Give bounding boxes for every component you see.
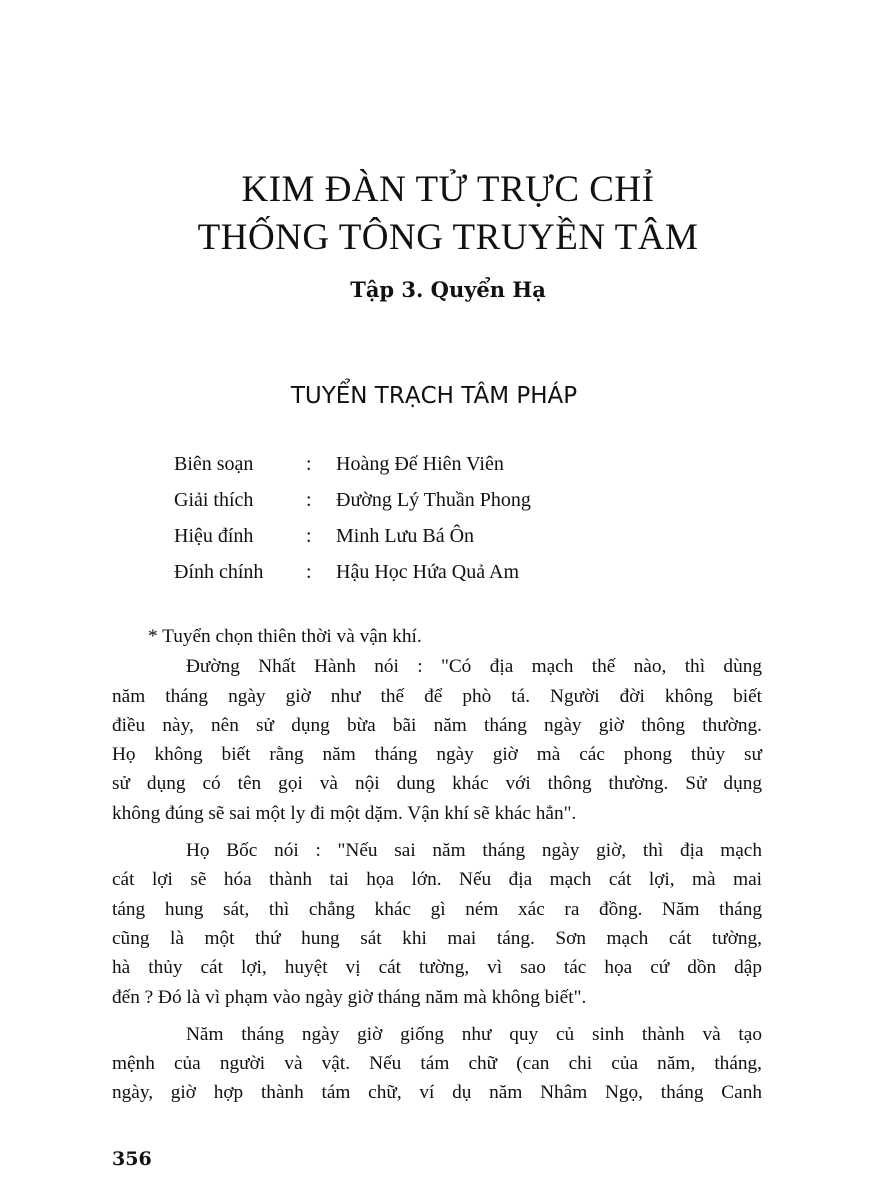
credit-row (174, 522, 734, 558)
volume-subtitle: Tập 3. Quyển Hạ (350, 277, 546, 302)
text-line: Đường Nhất Hành nói : "Có địa mạch thế nào, thì dùng (186, 656, 762, 678)
credit-separator: : (306, 561, 312, 583)
credit-row (174, 558, 734, 594)
credit-role: Đính chính (174, 561, 264, 583)
paragraph (112, 836, 762, 1012)
credit-name: Hậu Học Hứa Quả Am (336, 561, 520, 583)
credit-row (174, 486, 734, 522)
text-line: điều này, nên sử dụng bừa bãi năm tháng ngày giờ thông thường. (112, 714, 762, 736)
section-title: TUYỂN TRẠCH TÂM PHÁP (290, 383, 578, 409)
text-line: cũng là một thứ hung sát khi mai táng. Sơn mạch cát tường, (112, 927, 762, 949)
text-line: hà thủy cát lợi, huyệt vị cát tường, vì sao tác họa cứ dồn dập (112, 957, 762, 979)
credit-name: Hoàng Đế Hiên Viên (336, 453, 504, 475)
paragraph (112, 1020, 762, 1108)
text-line: Họ không biết rằng năm tháng ngày giờ mà các phong thủy sư (112, 744, 762, 766)
body-text (112, 622, 762, 1108)
book-title-line-2: THỐNG TÔNG TRUYỀN TÂM (197, 217, 699, 258)
text-line: đến ? Đó là vì phạm vào ngày giờ tháng năm mà không biết". (112, 986, 587, 1008)
text-line: cát lợi sẽ hóa thành tai họa lớn. Nếu địa mạch cát lợi, mà mai (112, 869, 762, 891)
text-line: ngày, giờ hợp thành tám chữ, ví dụ năm Nhâm Ngọ, tháng Canh (112, 1082, 762, 1104)
text-line: không đúng sẽ sai một ly đi một dặm. Vận khí sẽ khác hẳn". (112, 802, 577, 824)
credit-role: Biên soạn (174, 453, 254, 475)
text-line: sử dụng có tên gọi và nội dung khác với thông thường. Sử dụng (112, 773, 762, 795)
book-title-line-1: KIM ĐÀN TỬ TRỰC CHỈ (241, 169, 655, 210)
credit-separator: : (306, 453, 312, 475)
text-line: mệnh của người và vật. Nếu tám chữ (can chi của năm, tháng, (112, 1053, 762, 1075)
credit-role: Hiệu đính (174, 525, 254, 547)
text-line: năm tháng ngày giờ như thế để phò tá. Người đời không biết (112, 685, 762, 707)
credit-separator: : (306, 489, 312, 511)
credits-list (174, 450, 734, 594)
page-number: 356 (112, 1148, 152, 1170)
credit-name: Đường Lý Thuần Phong (336, 489, 531, 511)
credit-role: Giải thích (174, 489, 254, 511)
text-line: Họ Bốc nói : "Nếu sai năm tháng ngày giờ, thì địa mạch (186, 840, 762, 862)
text-line: Năm tháng ngày giờ giống như quy củ sinh thành và tạo (186, 1023, 762, 1045)
text-line: * Tuyển chọn thiên thời và vận khí. (148, 626, 422, 647)
paragraph (112, 652, 762, 828)
credit-row (174, 450, 734, 486)
credit-name: Minh Lưu Bá Ôn (336, 525, 475, 547)
bullet-line (112, 622, 762, 651)
credit-separator: : (306, 525, 312, 547)
text-line: táng hung sát, thì chẳng khác gì ném xác ra đồng. Năm tháng (112, 898, 762, 920)
